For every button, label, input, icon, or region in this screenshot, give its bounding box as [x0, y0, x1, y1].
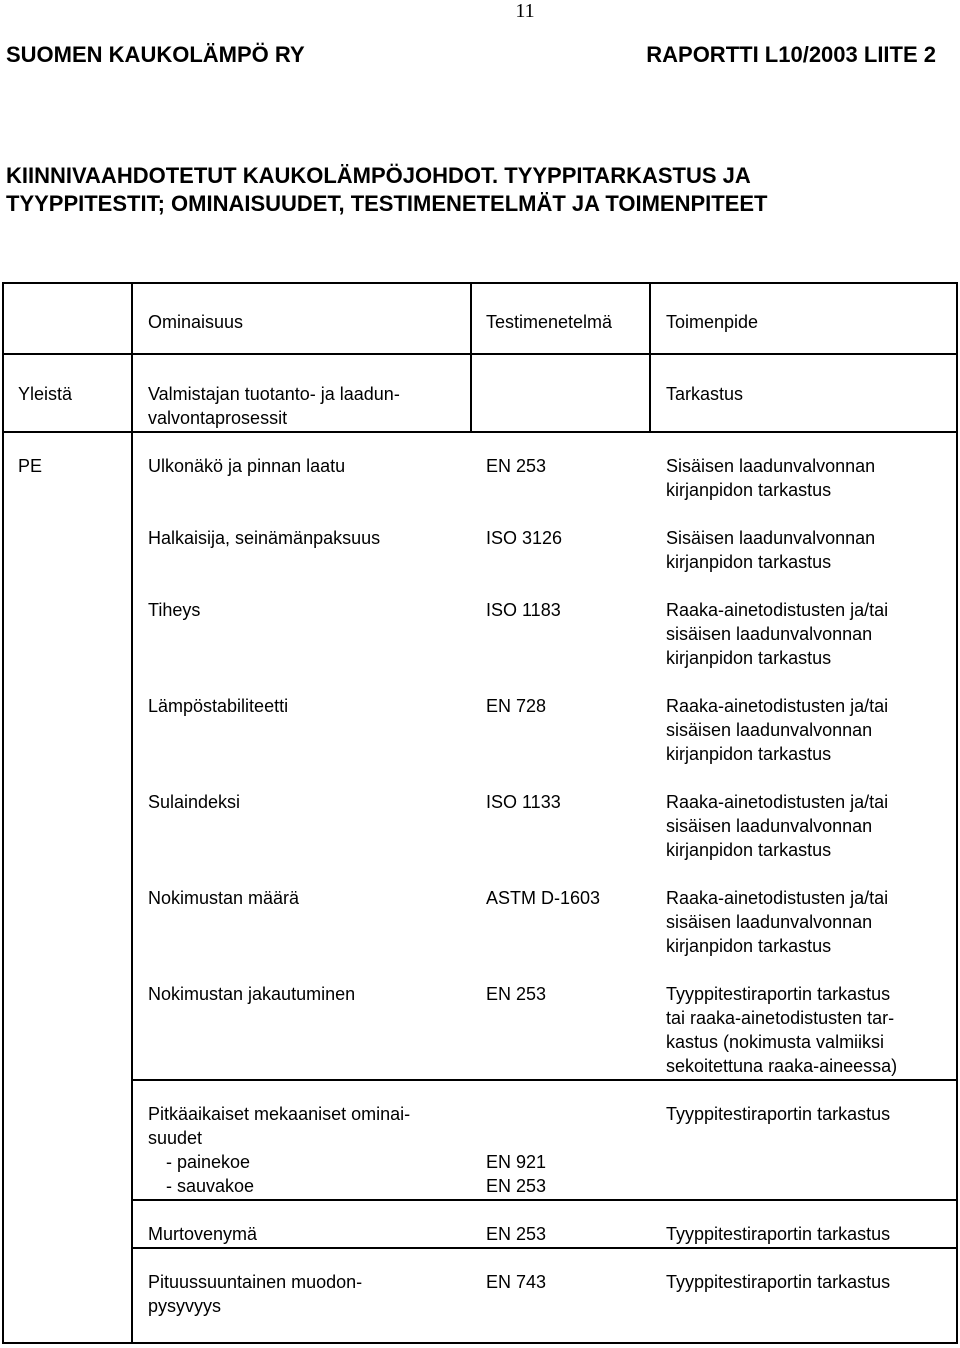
pe-row-1-action — [666, 454, 875, 502]
column-header-property: Ominaisuus — [148, 312, 244, 332]
method-line: EN 253 — [486, 1176, 547, 1196]
pe-row-4-method — [486, 694, 546, 718]
column-header-action: Toimenpide — [666, 312, 759, 332]
pe-row-3-method — [486, 598, 561, 622]
general-action: Tarkastus — [666, 384, 744, 404]
pe-row-10-property — [148, 1270, 362, 1318]
pe-row-6-property — [148, 886, 299, 910]
action-line: kirjanpidon tarkastus — [666, 840, 832, 860]
pe-row-5-property — [148, 790, 240, 814]
title-line-2: TYYPPITESTIT; OMINAISUUDET, TESTIMENETELMÄT JA TOIMENPITEET — [6, 191, 768, 216]
action-line: Sisäisen laadunvalvonnan — [666, 456, 876, 476]
pe-row-9-property — [148, 1222, 257, 1246]
properties-table — [2, 282, 958, 1344]
method-line: EN 253 — [486, 1224, 547, 1244]
property-line: Sulaindeksi — [148, 792, 241, 812]
pe-row-10-action — [666, 1270, 890, 1294]
pe-row-8-property — [148, 1102, 410, 1198]
property-line: Nokimustan määrä — [148, 888, 300, 908]
action-line: Tyyppitestiraportin tarkastus — [666, 1104, 891, 1124]
group-label-general: Yleistä — [18, 384, 73, 404]
pe-row-5-method — [486, 790, 561, 814]
pe-row-2-method — [486, 526, 562, 550]
method-line: EN 253 — [486, 984, 547, 1004]
action-line: Raaka-ainetodistusten ja/tai — [666, 888, 889, 908]
action-line: Raaka-ainetodistusten ja/tai — [666, 600, 889, 620]
organization-name: SUOMEN KAUKOLÄMPÖ RY — [6, 42, 305, 67]
pe-row-7-method — [486, 982, 546, 1006]
action-line: kirjanpidon tarkastus — [666, 648, 832, 668]
method-line: ISO 1183 — [486, 600, 561, 620]
document-title — [6, 162, 946, 218]
page-number: 11 — [515, 0, 535, 22]
property-line: - painekoe — [166, 1152, 251, 1172]
property-line: Pituussuuntainen muodon- — [148, 1272, 363, 1292]
pe-row-4-property — [148, 694, 288, 718]
property-line: Pitkäaikaiset mekaaniset ominai- — [148, 1104, 411, 1124]
action-line: sisäisen laadunvalvonnan — [666, 912, 873, 932]
title-line-1: KIINNIVAAHDOTETUT KAUKOLÄMPÖJOHDOT. TYYPPITARKASTUS JA — [6, 163, 751, 188]
property-line: Tiheys — [148, 600, 201, 620]
method-line: EN 743 — [486, 1272, 547, 1292]
action-line: sisäisen laadunvalvonnan — [666, 720, 873, 740]
property-line: pysyvyys — [148, 1296, 222, 1316]
pe-row-1-property — [148, 454, 345, 478]
method-line: ISO 1133 — [486, 792, 561, 812]
action-line: sisäisen laadunvalvonnan — [666, 816, 873, 836]
property-line: Nokimustan jakautuminen — [148, 984, 356, 1004]
pe-row-9-action — [666, 1222, 890, 1246]
pe-row-6-method — [486, 886, 600, 910]
pe-row-10-method — [486, 1270, 546, 1294]
pe-row-8-method — [486, 1102, 546, 1198]
action-line: kastus (nokimusta valmiiksi — [666, 1032, 885, 1052]
column-header-method: Testimenetelmä — [486, 312, 613, 332]
pe-row-5-action — [666, 790, 888, 862]
property-line: Murtovenymä — [148, 1224, 258, 1244]
action-line: kirjanpidon tarkastus — [666, 480, 832, 500]
method-line: EN 921 — [486, 1152, 547, 1172]
action-line: kirjanpidon tarkastus — [666, 552, 832, 572]
pe-row-3-property — [148, 598, 200, 622]
property-line: - sauvakoe — [166, 1176, 255, 1196]
action-line: Raaka-ainetodistusten ja/tai — [666, 696, 889, 716]
pe-row-6-action — [666, 886, 888, 958]
pe-row-9-method — [486, 1222, 546, 1246]
method-line: EN 728 — [486, 696, 547, 716]
property-line: Halkaisija, seinämänpaksuus — [148, 528, 381, 548]
action-line: Sisäisen laadunvalvonnan — [666, 528, 876, 548]
method-line: EN 253 — [486, 456, 547, 476]
pe-row-8-action — [666, 1102, 890, 1126]
pe-row-2-property — [148, 526, 380, 550]
action-line: tai raaka-ainetodistusten tar- — [666, 1008, 895, 1028]
method-line: ISO 3126 — [486, 528, 563, 548]
pe-row-3-action — [666, 598, 888, 670]
general-property: Valmistajan tuotanto- ja laadun- valvontaprosessit — [148, 384, 400, 428]
action-line: sisäisen laadunvalvonnan — [666, 624, 873, 644]
method-line: ASTM D-1603 — [486, 888, 601, 908]
pe-row-7-property — [148, 982, 355, 1006]
property-line: Lämpöstabiliteetti — [148, 696, 289, 716]
property-line: Ulkonäkö ja pinnan laatu — [148, 456, 346, 476]
method-line — [486, 1126, 546, 1150]
action-line: kirjanpidon tarkastus — [666, 936, 832, 956]
pe-row-2-action — [666, 526, 875, 574]
action-line: Raaka-ainetodistusten ja/tai — [666, 792, 889, 812]
property-line: suudet — [148, 1128, 203, 1148]
action-line: Tyyppitestiraportin tarkastus — [666, 1224, 891, 1244]
action-line: Tyyppitestiraportin tarkastus — [666, 984, 891, 1004]
report-id: RAPORTTI L10/2003 LIITE 2 — [646, 42, 936, 67]
pe-row-1-method — [486, 454, 546, 478]
action-line: kirjanpidon tarkastus — [666, 744, 832, 764]
action-line: sekoitettuna raaka-aineessa) — [666, 1056, 898, 1076]
pe-row-4-action — [666, 694, 888, 766]
group-label-pe: PE — [18, 456, 43, 476]
action-line: Tyyppitestiraportin tarkastus — [666, 1272, 891, 1292]
method-line — [486, 1102, 546, 1126]
pe-row-7-action — [666, 982, 897, 1078]
